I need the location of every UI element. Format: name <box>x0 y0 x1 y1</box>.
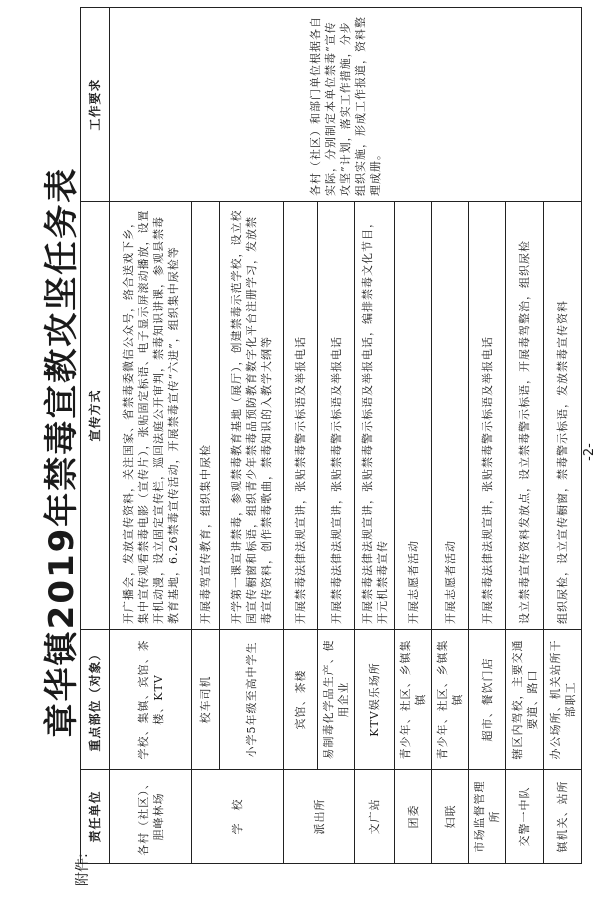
target-cell: 宾馆、茶楼 <box>284 630 318 770</box>
target-cell: 超市、餐饮门店 <box>469 630 506 770</box>
method-cell: 开展毒驾宣传教育，组织集中尿检 <box>192 202 220 630</box>
header-target: 重点部位（对象） <box>81 630 110 770</box>
header-requirement: 工作要求 <box>81 8 110 202</box>
method-cell: 开展禁毒法律法规宣讲，张贴禁毒警示标语及举报电话，编排禁毒文化节目，开元机禁毒宣传 <box>355 202 395 630</box>
target-cell: KTV娱乐场所 <box>355 630 395 770</box>
method-cell: 开展禁毒法律法规宣讲，张贴禁毒警示标语及举报电话 <box>318 202 355 630</box>
method-cell: 开展志愿者活动 <box>395 202 432 630</box>
header-unit: 责任单位 <box>81 770 110 864</box>
method-cell: 开广播会，发放宣传资料，关注国家、省禁毒委微信公众号，络合送戏下乡，集中宣传观看禁毒电影（宣传片），张贴固定标语、电子显示屏滚动播放，设置开机动漫，设立固定宣传栏，巡回法庭公开审判，禁毒知识讲课，参观县禁毒教育基地，6.26禁毒宣传活动，开展禁毒宣传“六进”，组织集中尿检等 <box>110 202 192 630</box>
requirement-cell: 各村（社区）和部门单位根据各自实际，分别制定本单位禁毒“宣传攻坚”计划，落实工作措施，分步组织实施，形成工作报道，资料整理成册。 <box>110 8 582 202</box>
unit-cell: 团委 <box>395 770 432 864</box>
target-cell: 学校、集镇、宾馆、茶楼、KTV <box>110 630 192 770</box>
target-cell: 小学5年级至高中学生 <box>220 630 284 770</box>
unit-cell: 市场监督管理所 <box>469 770 506 864</box>
page-number: -2- <box>582 443 597 461</box>
unit-cell: 派出所 <box>284 770 355 864</box>
method-cell: 开展禁毒法律法规宣讲，张贴禁毒警示标语及举报电话 <box>284 202 318 630</box>
unit-cell: 镇机关、站所 <box>544 770 582 864</box>
attachment-label: 附件: <box>75 853 91 886</box>
table-row <box>110 8 192 864</box>
unit-cell: 交警一中队 <box>506 770 544 864</box>
method-cell: 开展志愿者活动 <box>432 202 469 630</box>
target-cell: 校车司机 <box>192 630 220 770</box>
unit-cell: 学 校 <box>192 770 284 864</box>
method-cell: 设立禁毒宣传资料发放点，设立禁毒警示标语，开展毒驾整治，组织尿检 <box>506 202 544 630</box>
target-cell: 易制毒化学品生产、使用企业 <box>318 630 355 770</box>
method-cell: 开学第一课宣讲禁毒，参观禁毒教育基地（展厅），创建禁毒示范学校，设立校园宣传橱窗和标语，组织青少年禁毒品预防教育数字化平台注册学习，发放禁毒宣传资料，创作禁毒歌曲，禁毒知识的入教学大纲等 <box>220 202 284 630</box>
page-title: 章华镇2019年禁毒宣教攻坚任务表 <box>42 166 82 738</box>
method-cell: 开展禁毒法律法规宣讲，张贴禁毒警示标语及举报电话 <box>469 202 506 630</box>
target-cell: 辖区内驾校，主要交通要道、路口 <box>506 630 544 770</box>
unit-cell: 妇联 <box>432 770 469 864</box>
task-table <box>80 7 582 864</box>
header-method: 宣传方式 <box>81 202 110 630</box>
method-cell: 组织尿检，设立宣传橱窗，禁毒警示标语，发放禁毒宣传资料 <box>544 202 582 630</box>
target-cell: 办公场所、机关站所干部职工 <box>544 630 582 770</box>
table-header-row <box>81 8 110 864</box>
unit-cell: 文广站 <box>355 770 395 864</box>
unit-cell: 各村（社区）、胆峰林场 <box>110 770 192 864</box>
target-cell: 青少年、社区、乡镇集镇 <box>432 630 469 770</box>
target-cell: 青少年、社区、乡镇集镇 <box>395 630 432 770</box>
